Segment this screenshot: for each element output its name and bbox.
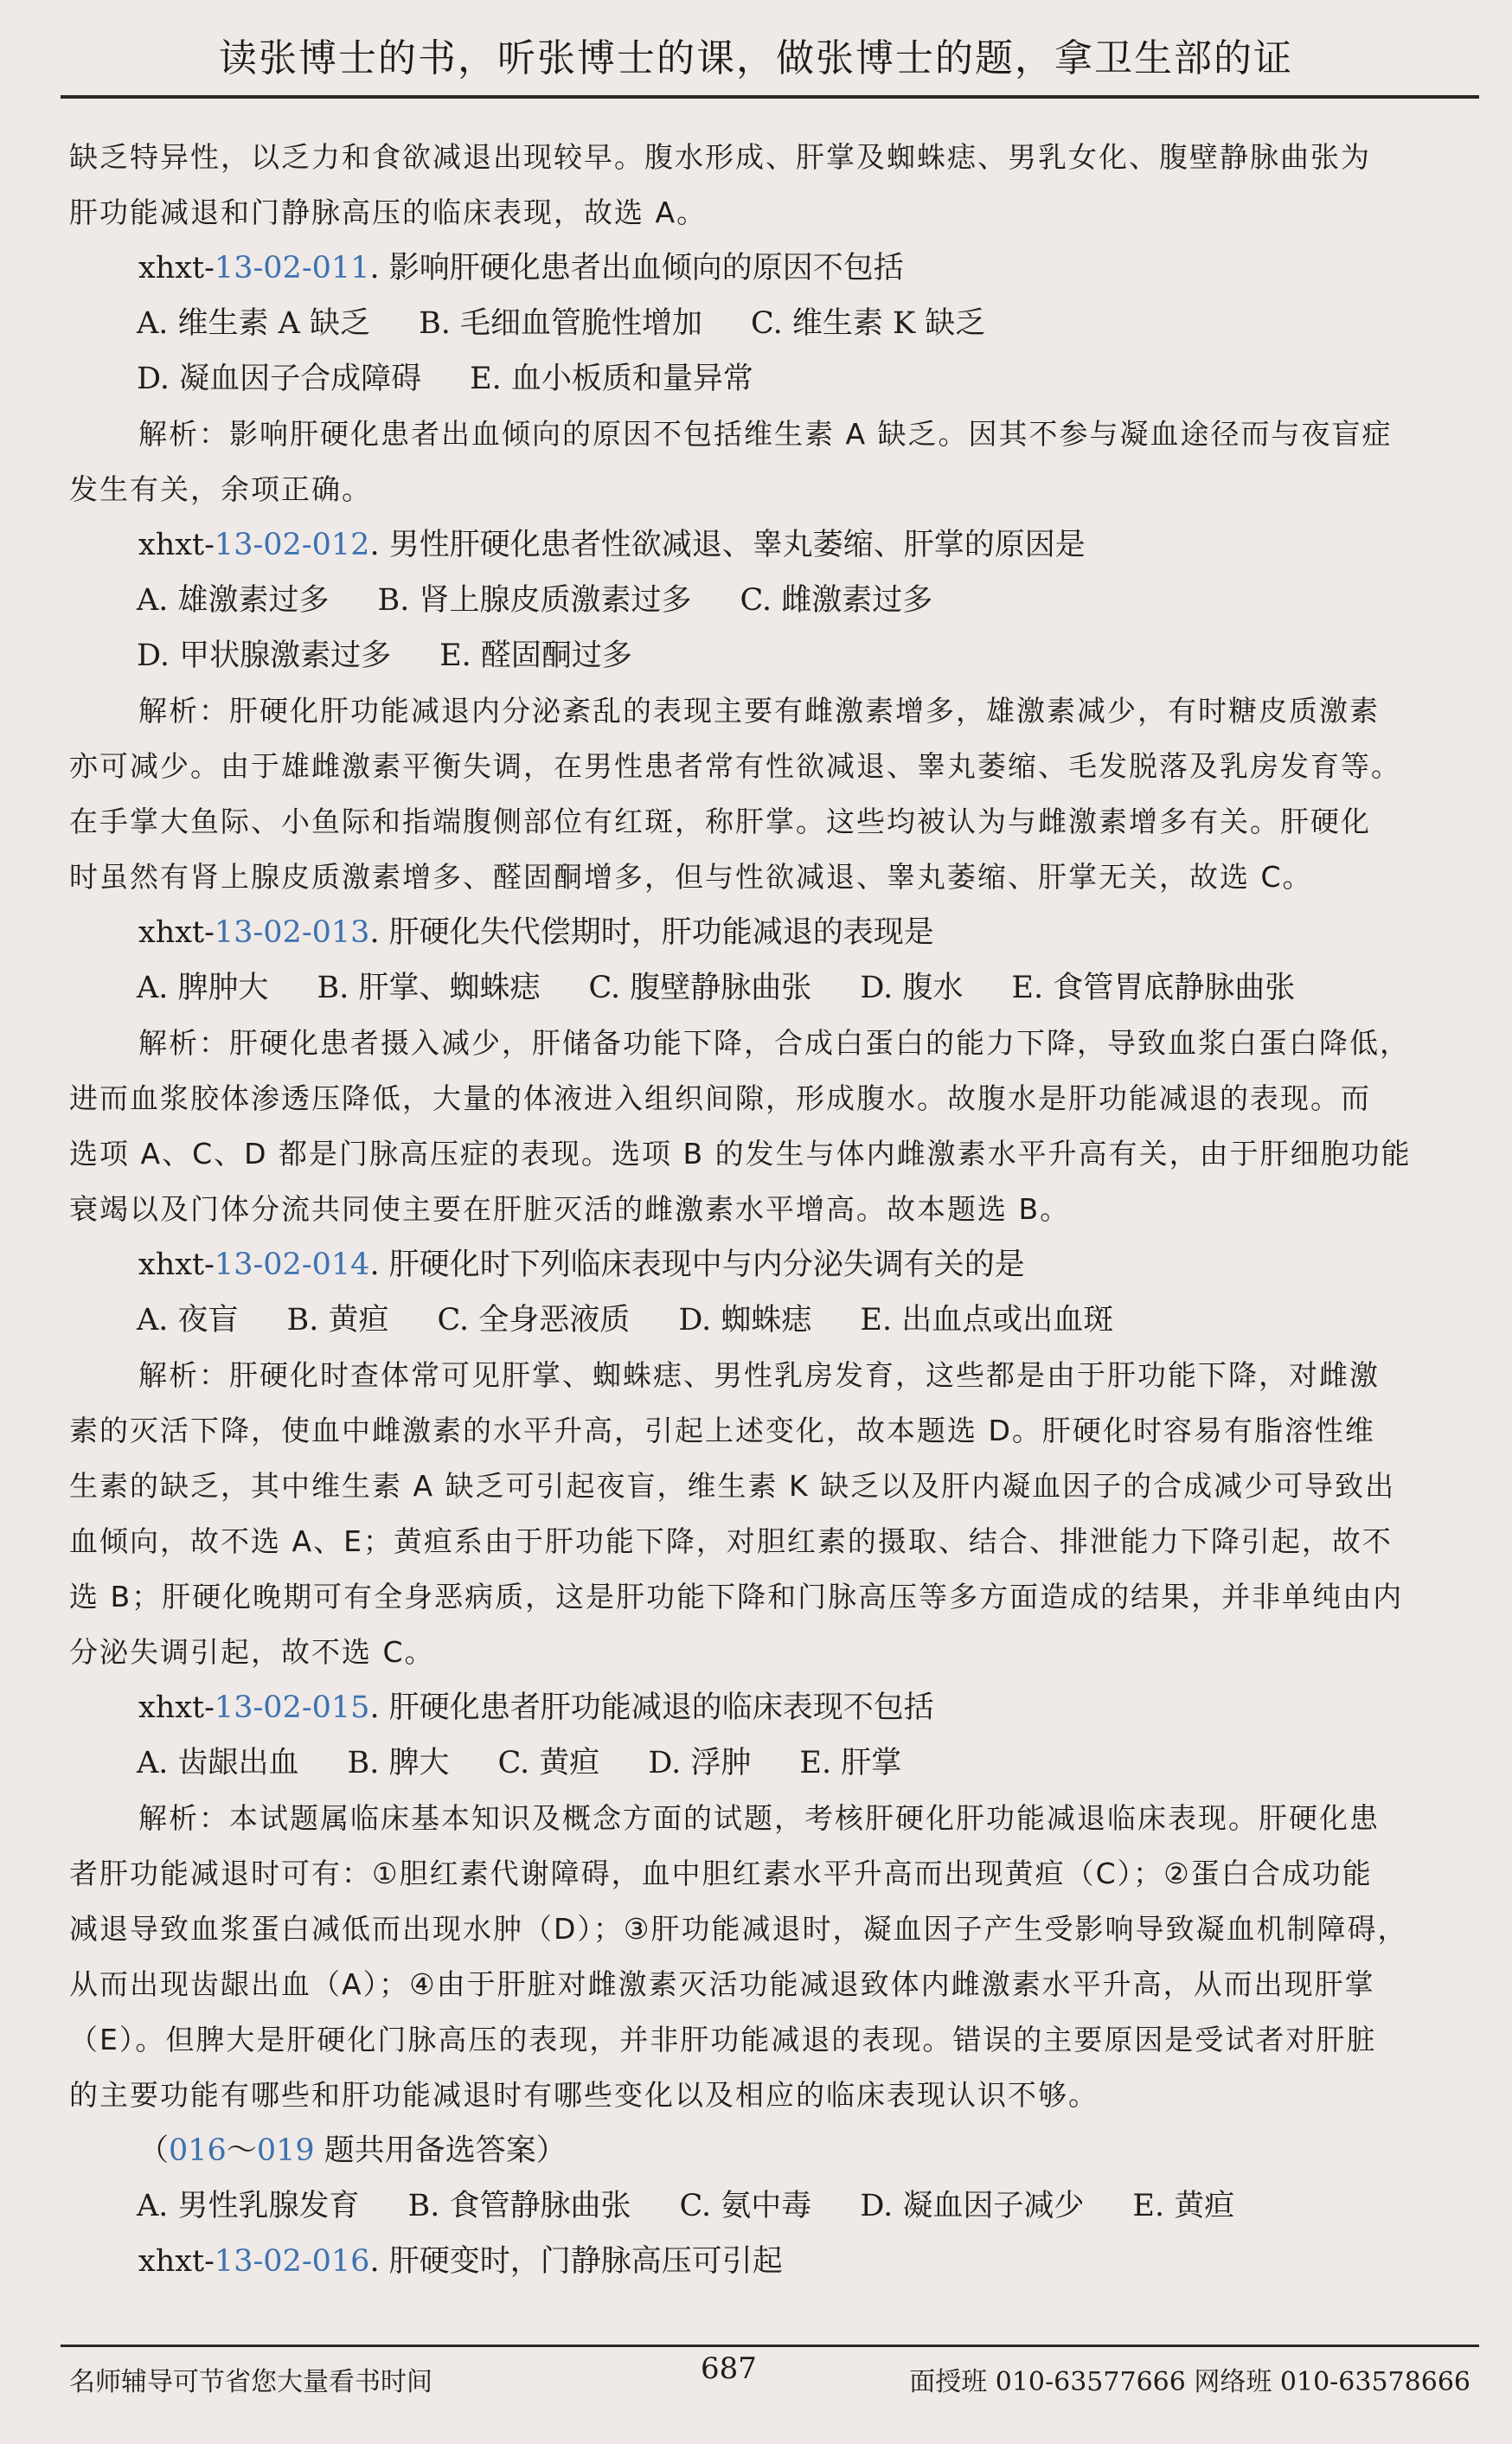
answer-option: D. 蜘蛛痣 <box>678 1303 812 1337</box>
explanation-line: 者肝功能减退时可有：①胆红素代谢障碍，血中胆红素水平升高而出现黄疸（C）；②蛋白合成功能 <box>69 1857 1373 1890</box>
explanation-line: 进而血浆胶体渗透压降低，大量的体液进入组织间隙，形成腹水。故腹水是肝功能减退的表现。而 <box>69 1081 1371 1115</box>
explanation-line: 血倾向，故不选 A、E；黄疸系由于肝功能下降，对胆红素的摄取、结合、排泄能力下降引起，故不 <box>69 1524 1393 1558</box>
shared-options-heading <box>69 2123 1479 2178</box>
page-header <box>0 24 1512 93</box>
explanation-line: 分泌失调引起，故不选 C。 <box>69 1635 435 1669</box>
answer-option: A. 男性乳腺发育 <box>137 2189 360 2223</box>
answer-option: A. 齿龈出血 <box>137 1746 299 1780</box>
answer-option: B. 肾上腺皮质激素过多 <box>377 583 692 618</box>
answer-option: C. 全身恶液质 <box>437 1303 631 1337</box>
answer-option: D. 腹水 <box>860 971 964 1005</box>
question-stem <box>69 2234 1479 2289</box>
explanation-line: 缺乏特异性，以乏力和食欲减退出现较早。腹水形成、肝掌及蜘蛛痣、男乳女化、腹壁静脉曲张为 <box>69 140 1371 174</box>
question-id-prefix: xhxt- <box>138 2244 215 2279</box>
question-id-prefix: xhxt- <box>138 915 215 950</box>
explanation-line: 素的灭活下降，使血中雌激素的水平升高，引起上述变化，故本题选 D。肝硬化时容易有脂溶性维 <box>69 1414 1375 1447</box>
question-stem <box>69 241 1479 296</box>
question-text: . 男性肝硬化患者性欲减退、睾丸萎缩、肝掌的原因是 <box>369 528 1086 562</box>
explanation-line: 减退导致血浆蛋白减低而出现水肿（D）；③肝功能减退时，凝血因子产生受影响导致凝血机制障碍， <box>69 1912 1408 1946</box>
explanation-line: 选 B；肝硬化晚期可有全身恶病质，这是肝功能下降和门脉高压等多方面造成的结果，并非单纯由内 <box>69 1580 1404 1613</box>
answer-option: E. 黄疸 <box>1132 2189 1235 2223</box>
question-id-prefix: xhxt- <box>138 528 215 562</box>
explanation-line: 发生有关，余项正确。 <box>69 472 372 506</box>
explanation-line: （E）。但脾大是肝硬化门脉高压的表现，并非肝功能减退的表现。错误的主要原因是受试者对肝脏 <box>69 2023 1377 2056</box>
explanation-line: 时虽然有肾上腺皮质激素增多、醛固酮增多，但与性欲减退、睾丸萎缩、肝掌无关，故选 C。 <box>69 860 1313 894</box>
answer-option: B. 黄疸 <box>286 1303 389 1337</box>
question-stem <box>69 905 1479 960</box>
question-text: . 影响肝硬化患者出血倾向的原因不包括 <box>369 251 904 285</box>
question-id-number: 13-02-012 <box>214 528 370 562</box>
answer-options <box>69 573 1479 628</box>
explanation-line: 解析：本试题属临床基本知识及概念方面的试题，考核肝硬化肝功能减退临床表现。肝硬化患 <box>138 1801 1380 1835</box>
header-title: 读张博士的书，听张博士的课，做张博士的题，拿卫生部的证 <box>219 36 1293 80</box>
page-content <box>69 130 1479 2289</box>
answer-option: C. 腹壁静脉曲张 <box>588 971 812 1005</box>
answer-option: B. 食管静脉曲张 <box>407 2189 631 2223</box>
answer-option: C. 维生素 K 缺乏 <box>751 306 986 341</box>
question-stem <box>69 517 1479 573</box>
answer-option: C. 雌激素过多 <box>740 583 933 618</box>
question-id-number: 13-02-015 <box>214 1690 370 1725</box>
answer-option: E. 食管胃底静脉曲张 <box>1011 971 1296 1005</box>
answer-options <box>69 296 1479 351</box>
answer-options <box>69 351 1479 407</box>
question-id-number: 13-02-014 <box>214 1248 370 1282</box>
answer-options <box>69 960 1479 1016</box>
answer-options <box>69 1735 1479 1791</box>
question-id-number: 13-02-016 <box>214 2244 370 2279</box>
answer-option: E. 醛固酮过多 <box>439 638 632 673</box>
footer-slogan: 名师辅导可节省您大量看书时间 <box>69 2367 432 2397</box>
answer-option: A. 夜盲 <box>137 1303 239 1337</box>
footer-contact: 面授班 010-63577666 网络班 010-63578666 <box>909 2367 1470 2397</box>
explanation-line: 选项 A、C、D 都是门脉高压症的表现。选项 B 的发生与体内雌激素水平升高有关，由于肝细胞功能 <box>69 1137 1412 1171</box>
group-heading-part: 016 <box>169 2133 227 2168</box>
question-text: . 肝硬化失代偿期时，肝功能减退的表现是 <box>369 915 934 950</box>
question-id-prefix: xhxt- <box>138 1690 215 1725</box>
explanation-line: 的主要功能有哪些和肝功能减退时有哪些变化以及相应的临床表现认识不够。 <box>69 2078 1099 2112</box>
answer-options <box>69 1293 1479 1348</box>
footer-divider <box>61 2345 1479 2347</box>
answer-option: D. 凝血因子合成障碍 <box>137 362 422 396</box>
answer-option: D. 甲状腺激素过多 <box>137 638 392 673</box>
answer-option: C. 氨中毒 <box>679 2189 812 2223</box>
explanation-line: 解析：影响肝硬化患者出血倾向的原因不包括维生素 A 缺乏。因其不参与凝血途径而与夜盲症 <box>138 417 1393 451</box>
question-text: . 肝硬化时下列临床表现中与内分泌失调有关的是 <box>369 1248 1025 1282</box>
group-heading-part: （ <box>138 2133 170 2168</box>
question-stem <box>69 1237 1479 1293</box>
explanation-line: 肝功能减退和门静脉高压的临床表现，故选 A。 <box>69 196 708 229</box>
answer-option: E. 出血点或出血斑 <box>860 1303 1114 1337</box>
answer-option: D. 凝血因子减少 <box>860 2189 1085 2223</box>
header-divider <box>61 95 1479 99</box>
answer-options <box>69 2178 1479 2234</box>
explanation-line: 解析：肝硬化患者摄入减少，肝储备功能下降，合成白蛋白的能力下降，导致血浆白蛋白降低， <box>138 1026 1410 1060</box>
question-id-prefix: xhxt- <box>138 251 215 285</box>
group-heading-part: 题共用备选答案） <box>314 2133 567 2168</box>
answer-option: E. 肝掌 <box>799 1746 902 1780</box>
group-heading-part: ～ <box>226 2133 257 2168</box>
explanation-line: 生素的缺乏，其中维生素 A 缺乏可引起夜盲，维生素 K 缺乏以及肝内凝血因子的合成减少可导致出 <box>69 1469 1396 1503</box>
question-text: . 肝硬变时，门静脉高压可引起 <box>369 2244 783 2279</box>
explanation-line: 解析：肝硬化时查体常可见肝掌、蜘蛛痣、男性乳房发育，这些都是由于肝功能下降，对雌激 <box>138 1358 1380 1392</box>
page-number: 687 <box>701 2351 757 2386</box>
answer-option: B. 脾大 <box>347 1746 450 1780</box>
question-stem <box>69 1680 1479 1735</box>
answer-option: E. 血小板质和量异常 <box>470 362 753 396</box>
answer-option: A. 雄激素过多 <box>137 583 330 618</box>
explanation-line: 衰竭以及门体分流共同使主要在肝脏灭活的雌激素水平增高。故本题选 B。 <box>69 1192 1071 1226</box>
group-heading-part: 019 <box>256 2133 315 2168</box>
question-id-number: 13-02-013 <box>214 915 370 950</box>
answer-option: A. 脾肿大 <box>137 971 269 1005</box>
page-footer <box>69 2351 1470 2403</box>
question-id-number: 13-02-011 <box>214 251 370 285</box>
answer-option: A. 维生素 A 缺乏 <box>137 306 371 341</box>
explanation-line: 在手掌大鱼际、小鱼际和指端腹侧部位有红斑，称肝掌。这些均被认为与雌激素增多有关。肝硬化 <box>69 805 1371 838</box>
answer-option: B. 毛细血管脆性增加 <box>419 306 703 341</box>
answer-option: D. 浮肿 <box>648 1746 752 1780</box>
explanation-line: 亦可减少。由于雄雌激素平衡失调，在男性患者常有性欲减退、睾丸萎缩、毛发脱落及乳房发育等。 <box>69 749 1401 783</box>
answer-option: C. 黄疸 <box>497 1746 600 1780</box>
explanation-line: 解析：肝硬化肝功能减退内分泌紊乱的表现主要有雌激素增多，雄激素减少，有时糖皮质激素 <box>138 694 1380 728</box>
answer-options <box>69 628 1479 683</box>
answer-option: B. 肝掌、蜘蛛痣 <box>317 971 541 1005</box>
explanation-line: 从而出现齿龈出血（A）；④由于肝脏对雌激素灭活功能减退致体内雌激素水平升高，从而出现肝掌 <box>69 1967 1375 2001</box>
question-id-prefix: xhxt- <box>138 1248 215 1282</box>
question-text: . 肝硬化患者肝功能减退的临床表现不包括 <box>369 1690 934 1725</box>
